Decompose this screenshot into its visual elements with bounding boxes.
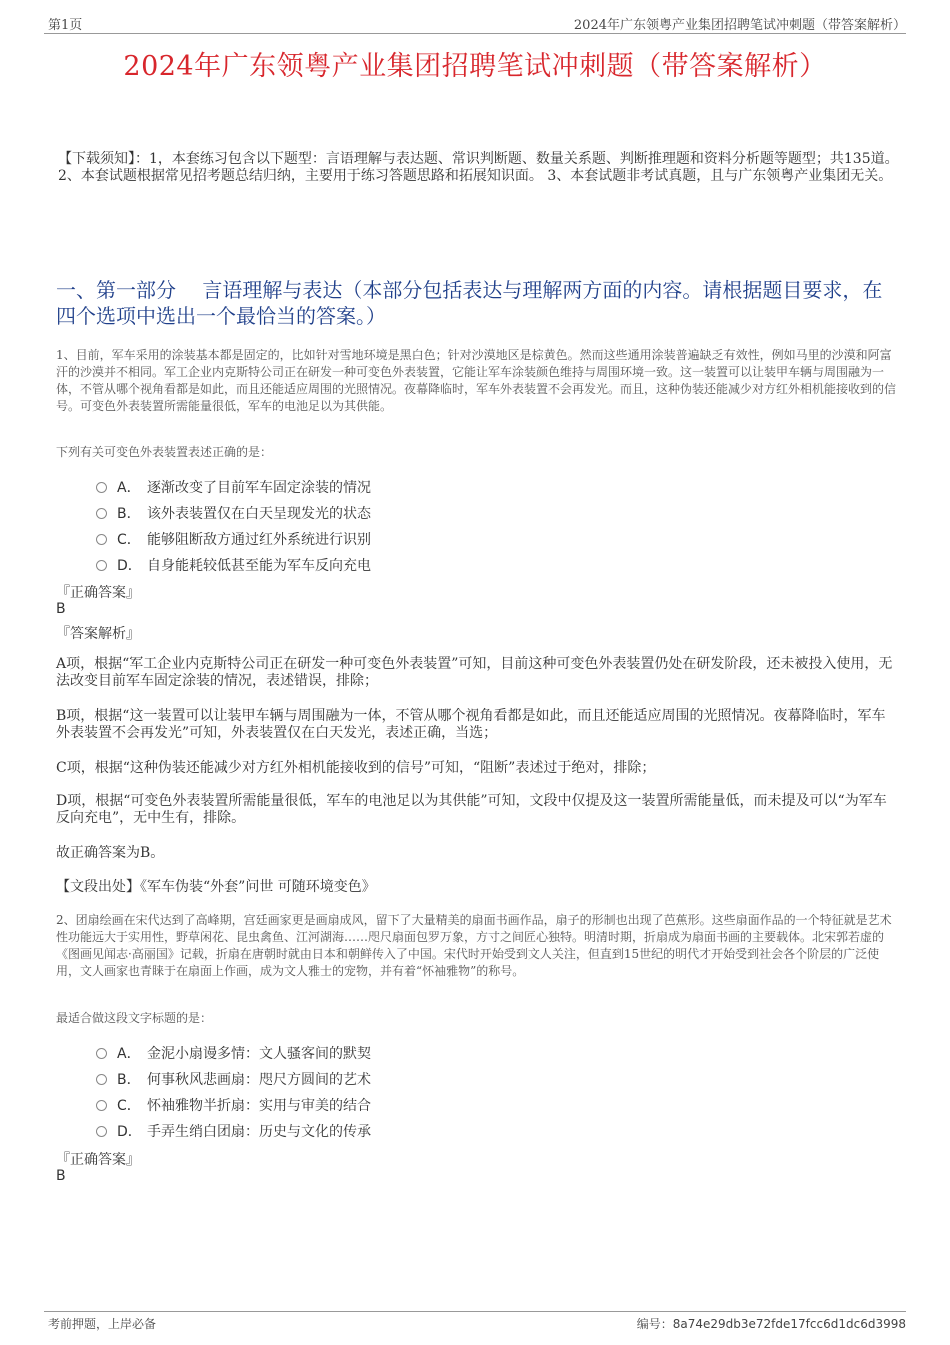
q1-conclusion: 故正确答案为B。 <box>56 845 165 861</box>
section-heading: 一、第一部分 言语理解与表达（本部分包括表达与理解两方面的内容。请根据题目要求，在四个选项中选出一个最恰当的答案。） <box>56 278 883 328</box>
option-text: 能够阻断敌方通过红外系统进行识别 <box>147 532 371 548</box>
q1-answer-label: 『正确答案』 <box>56 585 140 601</box>
footer-slogan: 考前押题，上岸必备 <box>48 1317 157 1331</box>
footer-doc-code <box>637 1315 906 1332</box>
q1-analysis-a: A项，根据“军工企业内克斯特公司正在研发一种可变色外表装置”可知，目前这种可变色外表装置仍处在研发阶段，还未被投入使用，无法改变目前军车固定涂装的情况，表述错误，排除； <box>56 656 893 689</box>
q2-option-b[interactable] <box>96 1069 371 1089</box>
q1-answer: B <box>56 601 66 617</box>
q2-answer-label: 『正确答案』 <box>56 1152 140 1168</box>
header-divider <box>44 33 906 34</box>
q2-option-a[interactable] <box>96 1043 371 1063</box>
option-text: 金泥小扇谩多情：文人骚客间的默契 <box>147 1046 371 1062</box>
option-letter: A． <box>117 1046 141 1062</box>
q1-analysis-d: D项，根据“可变色外表装置所需能量很低，军车的电池足以为其供能”可知，文段中仅提及这一装置所需能量低，而未提及可以“为军车反向充电”，无中生有，排除。 <box>56 793 887 826</box>
option-text: 手弄生绡白团扇：历史与文化的传承 <box>147 1124 371 1140</box>
q1-passage: 1、目前，军车采用的涂装基本都是固定的，比如针对雪地环境是黑白色；针对沙漠地区是棕黄色。然而这些通用涂装普遍缺乏有效性，例如马里的沙漠和阿富汗的沙漠并不相同。军工企业内克斯特公司正在研发一种可变色外表装置，它能让军车涂装颜色维持与周围环境一致。这一装置可以让装甲车辆与周围融为一体，不管从哪个视角看都是如此，而且还能适应周围的光照情况。夜幕降临时，军车外表装置不会再发光。而且，这种伪装还能减少对方红外相机能接收到的信号。可变色外表装置所需能量很低，军车的电池足以为其供能。 <box>56 348 897 413</box>
option-letter: A． <box>117 480 141 496</box>
q1-analysis-b: B项，根据“这一装置可以让装甲车辆与周围融为一体，不管从哪个视角看都是如此，而且还能适应周围的光照情况。夜幕降临时，军车外表装置不会再发光”可知，外表装置仅在白天发光，表述正确，当选； <box>56 708 886 741</box>
q2-question: 最适合做这段文字标题的是： <box>56 1011 213 1025</box>
option-text: 逐渐改变了目前军车固定涂装的情况 <box>147 480 371 496</box>
q1-analysis-label: 『答案解析』 <box>56 626 140 642</box>
radio-icon[interactable] <box>96 482 107 493</box>
q2-answer: B <box>56 1168 66 1184</box>
option-letter: B． <box>117 506 141 522</box>
doc-code: 8a74e29db3e72fde17fcc6d1dc6d3998 <box>672 1317 906 1331</box>
q1-question: 下列有关可变色外表装置表述正确的是： <box>56 445 273 459</box>
q1-option-d[interactable] <box>96 555 371 575</box>
option-letter: C． <box>117 1098 141 1114</box>
q1-option-c[interactable] <box>96 529 371 549</box>
q1-analysis-c: C项，根据“这种伪装还能减少对方红外相机能接收到的信号”可知，“阻断”表述过于绝对，排除； <box>56 760 656 776</box>
q2-option-c[interactable] <box>96 1095 371 1115</box>
footer-divider <box>44 1311 906 1312</box>
q2-option-d[interactable] <box>96 1121 371 1141</box>
page-number: 第1页 <box>48 18 83 33</box>
radio-icon[interactable] <box>96 560 107 571</box>
download-notice: 【下载须知】：1，本套练习包含以下题型：言语理解与表达题、常识判断题、数量关系题、判断推理题和资料分析题等题型；共135道。 2、本套试题根据常见招考题总结归纳，主要用于练习答题思路和拓展知识面。 3、本套试题非考试真题，且与广东领粤产业集团无关。 <box>58 151 899 184</box>
q1-option-b[interactable] <box>96 503 371 523</box>
radio-icon[interactable] <box>96 1100 107 1111</box>
option-letter: C． <box>117 532 141 548</box>
doc-code-label: 编号： <box>636 1317 673 1331</box>
option-text: 自身能耗较低甚至能为军车反向充电 <box>147 558 371 574</box>
q1-source: 【文段出处】《军车伪装“外套”问世 可随环境变色》 <box>56 879 376 895</box>
option-letter: D． <box>117 1124 142 1140</box>
radio-icon[interactable] <box>96 508 107 519</box>
option-letter: D． <box>117 558 142 574</box>
option-text: 怀袖雅物半折扇：实用与审美的结合 <box>147 1098 371 1114</box>
radio-icon[interactable] <box>96 1126 107 1137</box>
radio-icon[interactable] <box>96 1074 107 1085</box>
header-doc-title: 2024年广东领粤产业集团招聘笔试冲刺题（带答案解析） <box>573 18 906 33</box>
radio-icon[interactable] <box>96 534 107 545</box>
q1-option-a[interactable] <box>96 477 371 497</box>
q2-passage: 2、团扇绘画在宋代达到了高峰期，宫廷画家更是画扇成风，留下了大量精美的扇面书画作品，扇子的形制也出现了芭蕉形。这些扇面作品的一个特征就是艺术性功能远大于实用性，野草闲花、昆虫禽鱼、江河湖海……咫尺扇面包罗万象，方寸之间匠心独特。明清时期，折扇成为扇面书画的主要载体。北宋郭若虚的《图画见闻志·高丽国》记载，折扇在唐朝时就由日本和朝鲜传入了中国。宋代时开始受到文人关注，但直到15世纪的明代才开始受到社会各个阶层的广泛使用，文人画家也青睐于在扇面上作画，成为文人雅士的宠物，并有着“怀袖雅物”的称号。 <box>56 913 892 978</box>
document-title: 2024年广东领粤产业集团招聘笔试冲刺题（带答案解析） <box>123 51 827 82</box>
radio-icon[interactable] <box>96 1048 107 1059</box>
option-letter: B． <box>117 1072 141 1088</box>
option-text: 该外表装置仅在白天呈现发光的状态 <box>147 506 371 522</box>
option-text: 何事秋风悲画扇：咫尺方圆间的艺术 <box>147 1072 371 1088</box>
